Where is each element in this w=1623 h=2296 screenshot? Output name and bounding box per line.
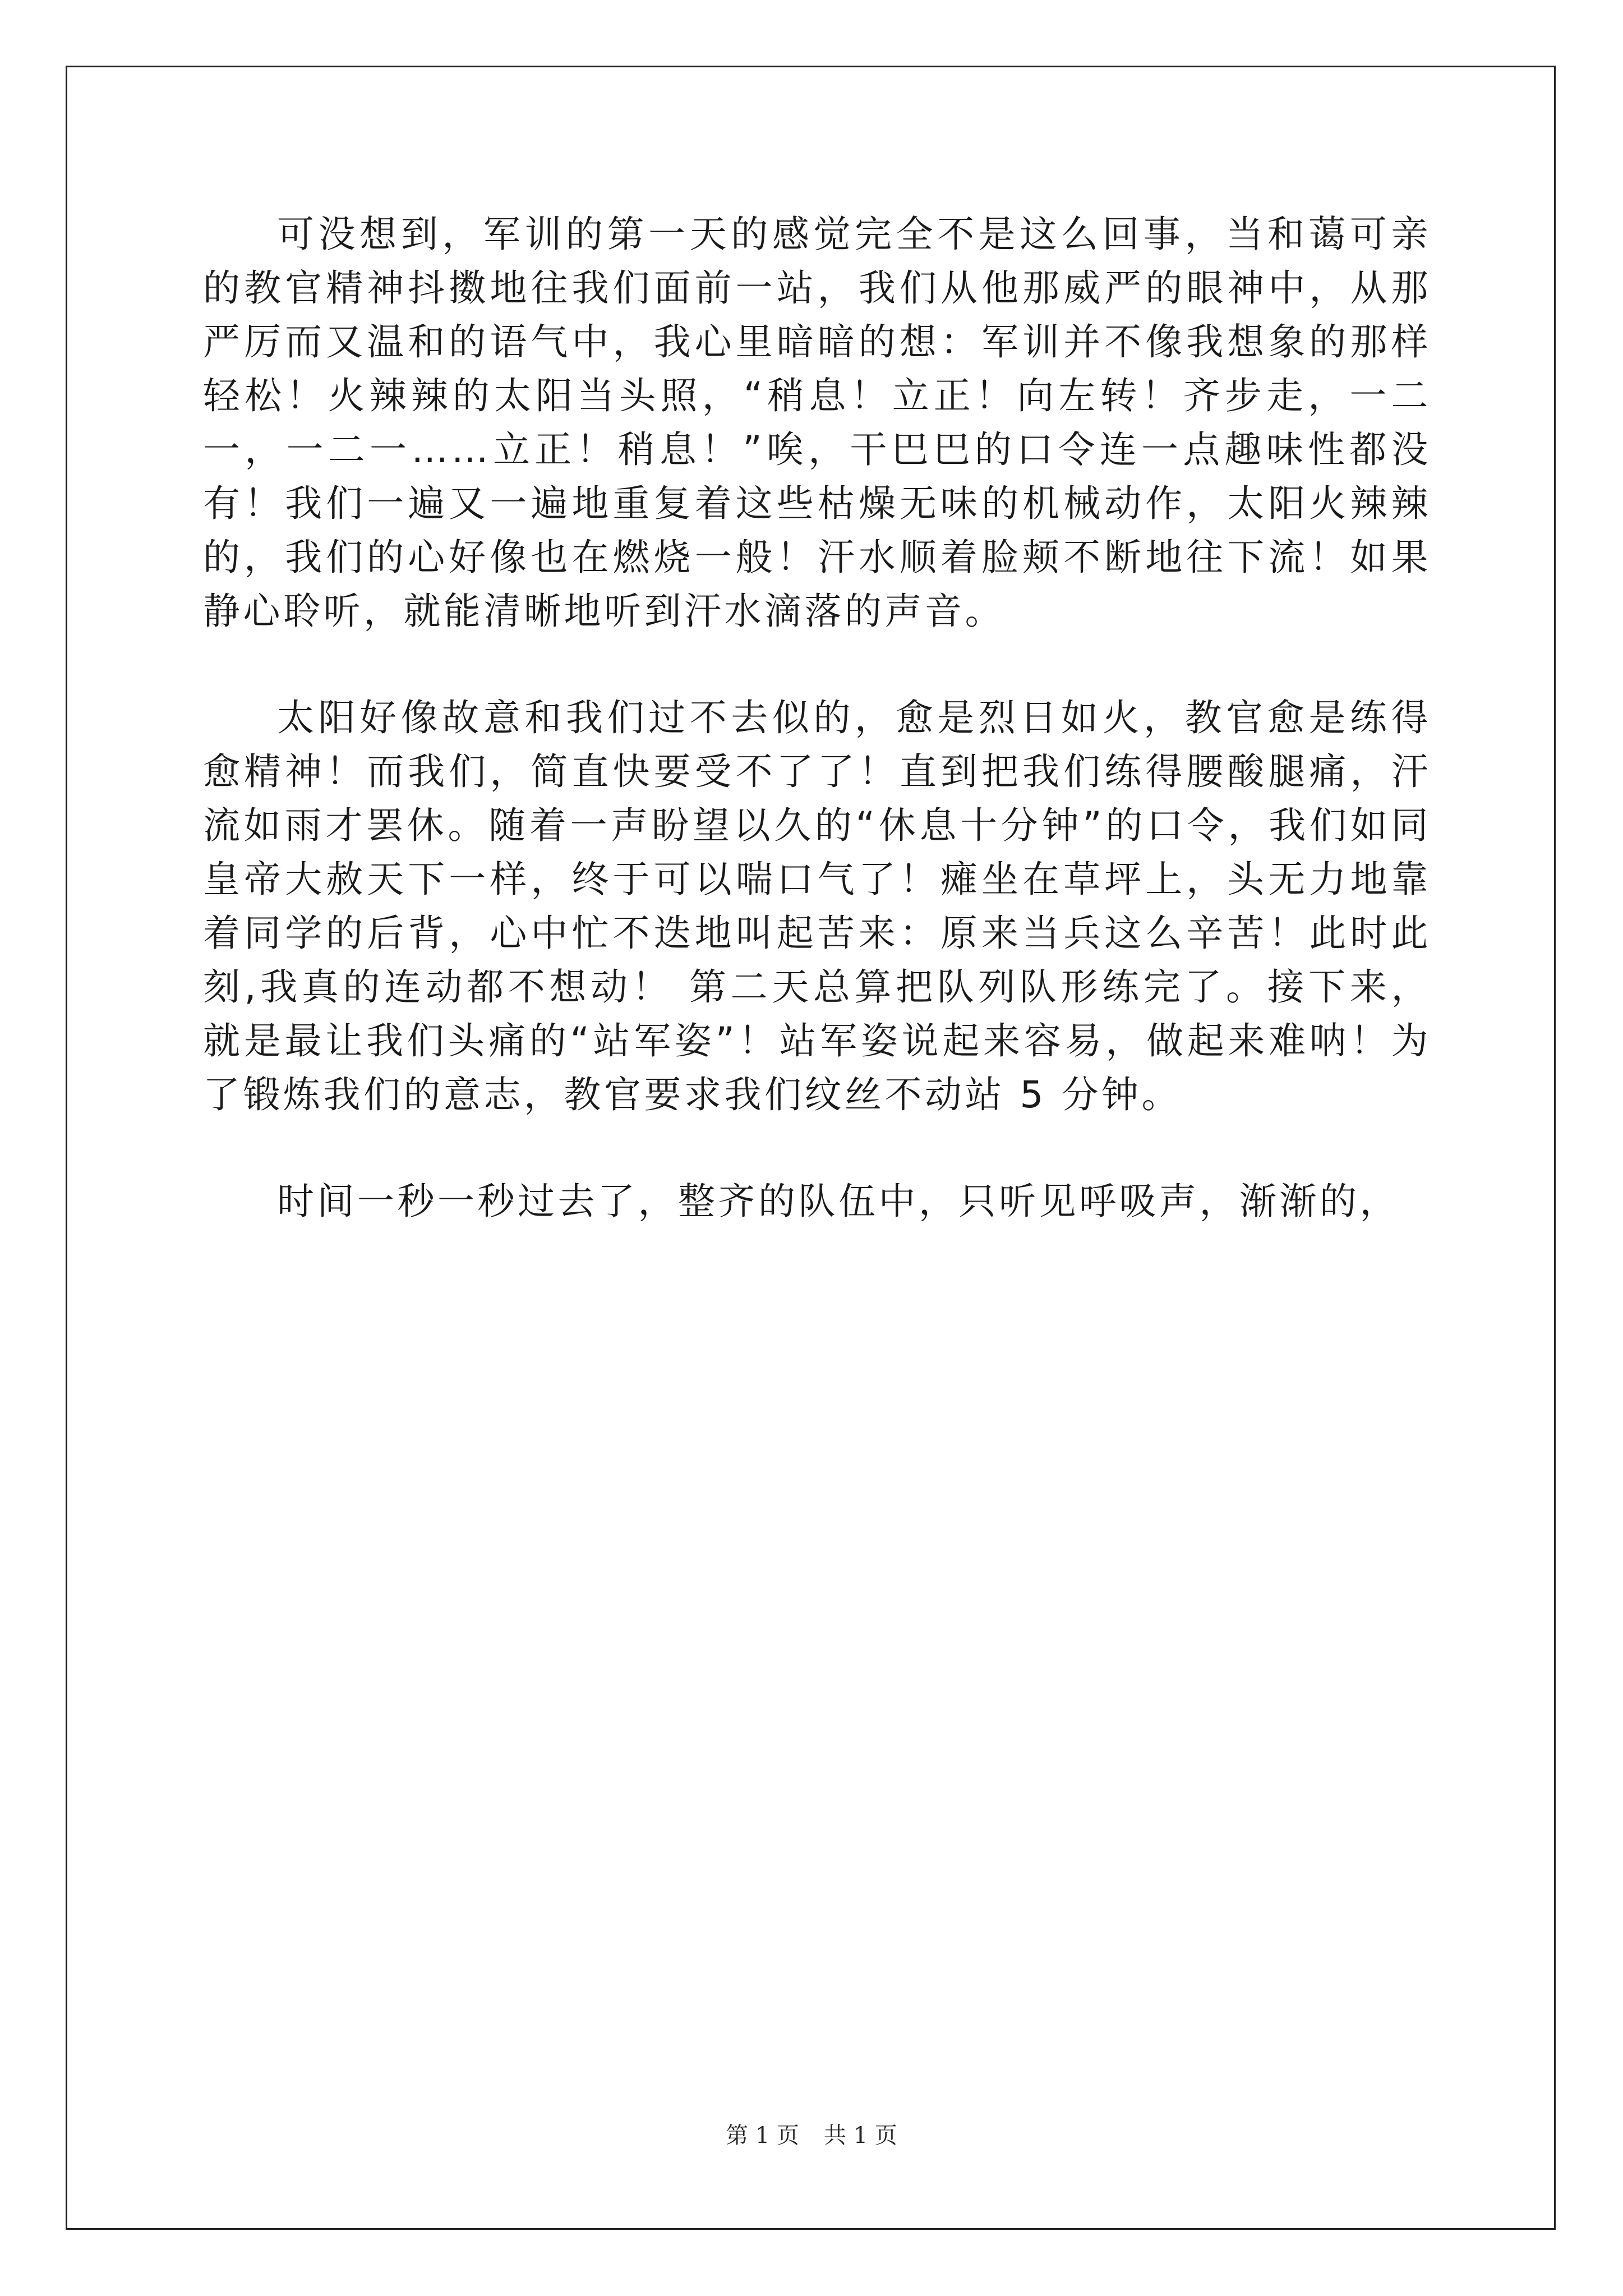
document-body: [203, 208, 1431, 1228]
paragraph-1: 可没想到，军训的第一天的感觉完全不是这么回事，当和蔼可亲的教官精神抖擞地往我们面前一站，我们从他那威严的眼神中，从那严厉而又温和的语气中，我心里暗暗的想：军训并不像我想象的那样轻松！火辣辣的太阳当头照，“稍息！立正！向左转！齐步走，一二一，一二一……立正！稍息！”唉，干巴巴的口令连一点趣味性都没有！我们一遍又一遍地重复着这些枯燥无味的机械动作，太阳火辣辣的，我们的心好像也在燃烧一般！汗水顺着脸颊不断地往下流！如果静心聆听，就能清晰地听到汗水滴落的声音。: [203, 213, 1431, 633]
page-number-total: 共 1 页: [824, 2123, 897, 2148]
page-footer: [0, 2120, 1623, 2151]
page-number-current: 第 1 页: [726, 2123, 799, 2148]
paragraph-2: 太阳好像故意和我们过不去似的，愈是烈日如火，教官愈是练得愈精神！而我们，简直快要受不了了！直到把我们练得腰酸腿痛，汗流如雨才罢休。随着一声盼望以久的“休息十分钟”的口令，我们如同皇帝大赦天下一样，终于可以喘口气了！瘫坐在草坪上，头无力地靠着同学的后背，心中忙不迭地叫起苦来：原来当兵这么辛苦！此时此刻,我真的连动都不想动！ 第二天总算把队列队形练完了。接下来，就是最让我们头痛的“站军姿”！站军姿说起来容易，做起来难呐！为了锻炼我们的意志，教官要求我们纹丝不动站 5 分钟。: [203, 696, 1431, 1116]
paragraph-3: 时间一秒一秒过去了，整齐的队伍中，只听见呼吸声，渐渐的，: [277, 1180, 1400, 1223]
